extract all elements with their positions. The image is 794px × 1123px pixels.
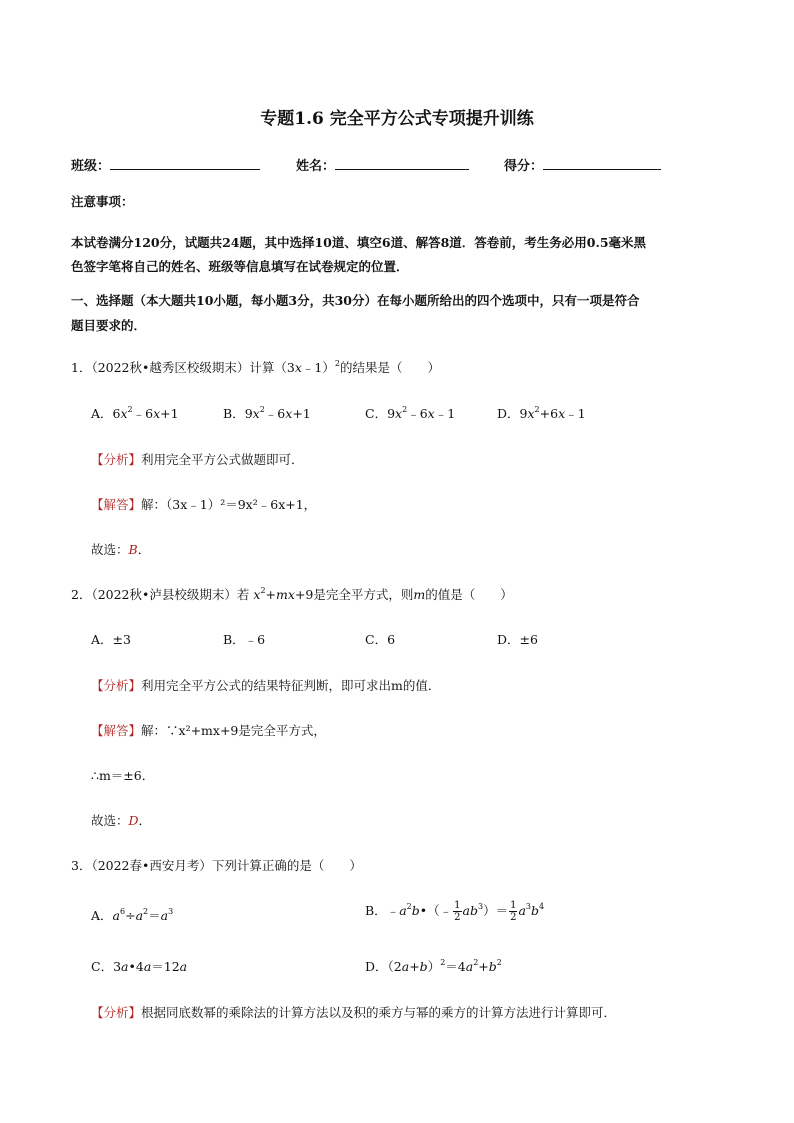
score-field: [504, 155, 661, 174]
question-3-stem: 3．（2022春•西安月考）下列计算正确的是（ ）: [71, 858, 362, 873]
q3-option-d[interactable]: D．$(2a+b)^2=4a^2+b^2$: [365, 958, 502, 974]
analysis-tag: 【分析】: [91, 1005, 142, 1020]
notice-line-1: 本试卷满分120分，试题共24题，其中选择10道、填空6道、解答8道．答卷前，考生务必用0.5毫米黑: [71, 235, 647, 250]
q2-option-a[interactable]: A．±3: [91, 632, 131, 647]
class-blank[interactable]: [110, 157, 260, 170]
name-field: [296, 155, 469, 174]
question-source: （2022春•西安月考）: [91, 858, 212, 873]
section-1-line-1: 一、选择题（本大题共10小题，每小题3分，共30分）在每小题所给出的四个选项中，只有一项是符合: [71, 293, 640, 308]
question-number: 2．: [71, 587, 92, 602]
q2-option-c[interactable]: C．6: [365, 632, 396, 647]
question-source: （2022秋•越秀区校级期末）: [91, 360, 250, 375]
question-1-stem: 1．（2022秋•越秀区校级期末）计算（3x﹣1）$^2$的结果是（ ）: [71, 359, 440, 375]
answer-tag: 【解答】: [91, 497, 142, 512]
q2-analysis: 【分析】利用完全平方公式的结果特征判断，即可求出m的值．: [91, 678, 441, 693]
q2-therefore: ∴m＝±6．: [91, 768, 155, 783]
score-blank[interactable]: [543, 157, 661, 170]
q3-option-c[interactable]: C．3a•4a＝12a: [91, 959, 188, 974]
q1-answer: 【解答】解：（3x﹣1）²＝9x²﹣6x+1，: [91, 497, 317, 512]
q3-option-b[interactable]: B．$﹣a^2b•(﹣$ $\frac{1}{2}$ $ab^3)=$ $\frac{1}{2}$ $a^3b^4$: [365, 900, 545, 923]
question-2-stem: 2．（2022秋•泸县校级期末）若 $x^2+mx+9$是完全平方式，则m的值是（ ）: [71, 586, 513, 602]
q2-answer-letter: D: [128, 813, 139, 828]
analysis-tag: 【分析】: [91, 452, 142, 467]
question-number: 3．: [71, 858, 92, 873]
q1-option-b[interactable]: B．$9x^2﹣6x+1$: [223, 405, 311, 421]
page-title: 专题1.6 完全平方公式专项提升训练: [260, 109, 534, 129]
question-number: 1．: [71, 360, 92, 375]
q1-analysis: 【分析】利用完全平方公式做题即可．: [91, 452, 304, 467]
notice-line-2: 色签字笔将自己的姓名、班级等信息填写在试卷规定的位置．: [71, 259, 409, 274]
fraction-half: $\frac{1}{2}$: [454, 900, 461, 923]
q2-answer: 【解答】解：∵x²+mx+9是完全平方式，: [91, 723, 326, 738]
q2-choose: 故选：D．: [91, 813, 152, 828]
class-field: [71, 155, 260, 174]
q2-option-d[interactable]: D．±6: [497, 632, 538, 647]
question-source: （2022秋•泸县校级期末）: [91, 587, 237, 602]
q1-option-d[interactable]: D．$9x^2+6x﹣1$: [497, 405, 586, 421]
name-blank[interactable]: [335, 157, 469, 170]
analysis-tag: 【分析】: [91, 678, 142, 693]
section-1-line-2: 题目要求的．: [71, 318, 147, 333]
q2-option-b[interactable]: B．﹣6: [223, 632, 266, 647]
q1-answer-letter: B: [128, 542, 138, 557]
answer-tag: 【解答】: [91, 723, 142, 738]
fraction-half: $\frac{1}{2}$: [510, 900, 517, 923]
class-label: 班级：: [71, 159, 111, 174]
q1-option-a[interactable]: A．$6x^2﹣6x+1$: [91, 405, 179, 421]
q3-analysis: 【分析】根据同底数幂的乘除法的计算方法以及积的乘方与幂的乘方的计算方法进行计算即可．: [91, 1005, 617, 1020]
q1-choose: 故选：B．: [91, 542, 151, 557]
q1-option-c[interactable]: C．$9x^2﹣6x﹣1$: [365, 405, 456, 421]
name-label: 姓名：: [296, 159, 336, 174]
score-label: 得分：: [504, 159, 544, 174]
q3-option-a[interactable]: A．$a^6\div a^2=a^3$: [91, 907, 174, 923]
notice-heading: 注意事项：: [71, 194, 134, 209]
